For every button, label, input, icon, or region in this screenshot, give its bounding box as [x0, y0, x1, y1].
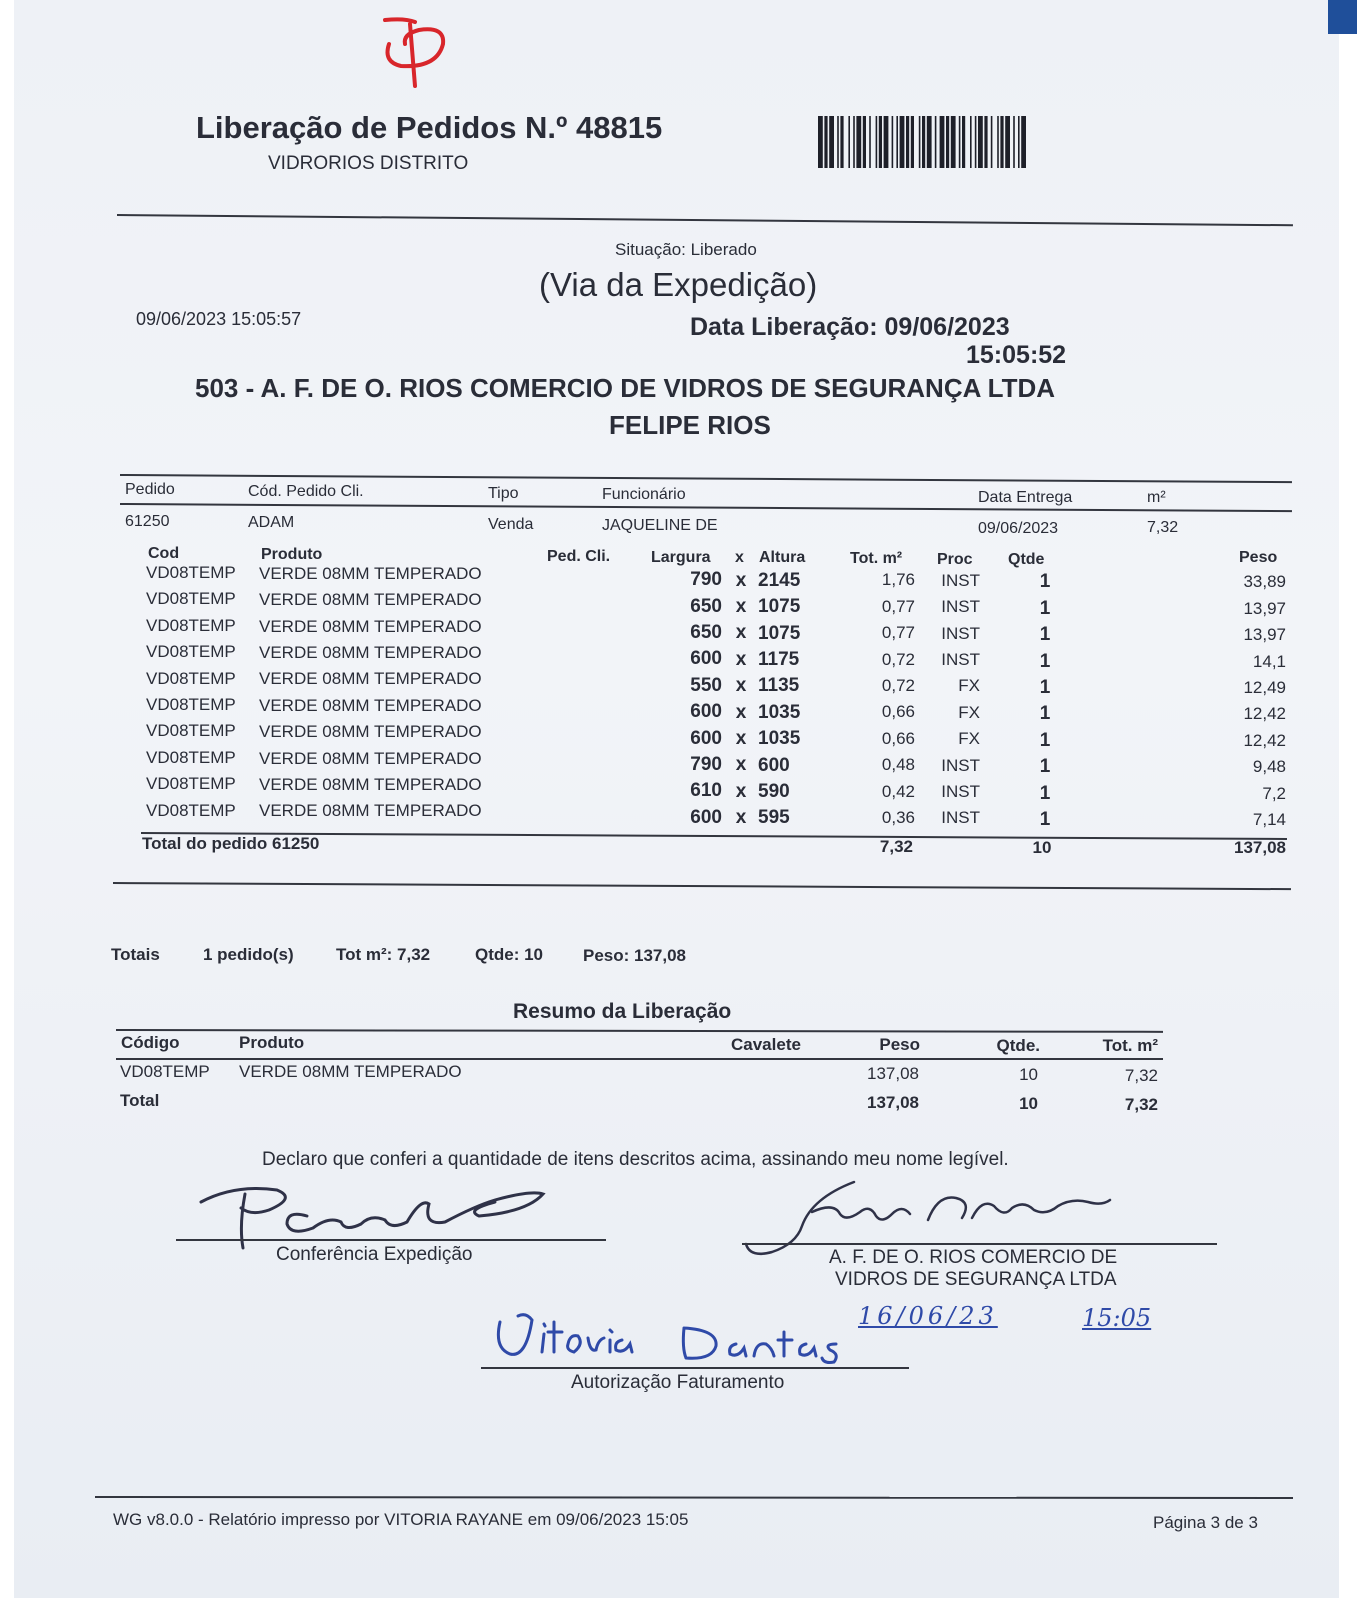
summary-title: Resumo da Liberação	[513, 1000, 732, 1023]
autorizacao-line	[481, 1367, 909, 1369]
item-cod: VD08TEMP	[146, 747, 236, 767]
item-altura: 1135	[758, 675, 800, 697]
item-tot-m2: 0,66	[881, 728, 915, 748]
item-largura: 600	[690, 727, 722, 749]
totals-qtde: Qtde: 10	[475, 945, 544, 964]
items-total-m2: 7,32	[879, 837, 913, 856]
col-tot-m2: Tot. m²	[850, 550, 903, 567]
summary-col-tot-m2: Tot. m²	[1102, 1036, 1158, 1055]
col-peso: Peso	[1239, 549, 1278, 566]
page-title: Liberação de Pedidos N.º 48815	[196, 110, 663, 145]
barcode-bar	[837, 116, 839, 168]
item-x: x	[735, 807, 747, 829]
value-pedido: 61250	[125, 513, 170, 530]
summary-total-peso: 137,08	[867, 1093, 919, 1112]
item-tot-m2: 0,36	[881, 807, 915, 827]
col-x: x	[735, 549, 744, 566]
value-m2: 7,32	[1147, 519, 1179, 536]
item-proc: INST	[941, 623, 980, 643]
item-proc: FX	[958, 729, 980, 749]
barcode-bar	[946, 116, 949, 168]
barcode-bar	[884, 116, 889, 168]
item-tot-m2: 0,77	[881, 596, 915, 616]
customer-contact: FELIPE RIOS	[609, 410, 771, 440]
barcode-bar	[940, 116, 945, 168]
summary-col-cavalete: Cavalete	[731, 1035, 801, 1054]
barcode-bar	[824, 116, 827, 168]
barcode-bar	[900, 116, 905, 168]
barcode-bar	[951, 116, 956, 168]
item-tot-m2: 1,76	[881, 570, 915, 590]
item-cod: VD08TEMP	[146, 615, 236, 635]
item-tot-m2: 0,48	[881, 755, 915, 775]
barcode-bar	[978, 116, 983, 168]
barcode-bar	[962, 116, 965, 168]
item-qtde: 1	[1039, 650, 1051, 672]
col-cod: Cod	[148, 545, 180, 562]
item-largura: 790	[690, 569, 722, 591]
summary-mid-rule	[116, 1058, 1163, 1060]
item-x: x	[735, 595, 747, 617]
item-tot-m2: 0,77	[881, 623, 915, 643]
barcode-bar	[892, 116, 894, 168]
barcode-bar	[984, 116, 987, 168]
summary-row-tot-m2: 7,32	[1124, 1066, 1158, 1085]
items-total-label: Total do pedido 61250	[142, 834, 320, 853]
item-cod: VD08TEMP	[146, 642, 236, 662]
item-x: x	[735, 622, 747, 644]
barcode-bar	[876, 116, 878, 168]
barcode-bar	[853, 116, 855, 168]
value-cod-cli: ADAM	[248, 514, 295, 531]
barcode-bar	[997, 116, 999, 168]
barcode-bar	[959, 116, 961, 168]
col-ped-cli: Ped. Cli.	[547, 548, 611, 565]
customer-name: 503 - A. F. DE O. RIOS COMERCIO DE VIDROS DE SEGURANÇA LTDA	[195, 373, 1056, 403]
item-cod: VD08TEMP	[146, 563, 236, 583]
summary-total-label: Total	[120, 1091, 160, 1110]
item-qtde: 1	[1039, 756, 1051, 778]
item-produto: VERDE 08MM TEMPERADO	[259, 722, 482, 742]
item-produto: VERDE 08MM TEMPERADO	[259, 642, 482, 662]
item-largura: 650	[690, 595, 722, 617]
item-produto: VERDE 08MM TEMPERADO	[259, 801, 482, 821]
barcode-bar	[856, 116, 861, 168]
summary-total-tot-m2: 7,32	[1124, 1095, 1158, 1114]
col-proc: Proc	[937, 551, 973, 568]
label-funcionario: Funcionário	[602, 486, 686, 503]
item-largura: 650	[690, 621, 722, 643]
item-tot-m2: 0,72	[881, 649, 915, 669]
totals-label: Totais	[111, 945, 160, 964]
barcode-bar	[829, 116, 834, 168]
summary-col-codigo: Código	[121, 1033, 180, 1052]
barcode-bar	[922, 116, 925, 168]
label-m2: m²	[1147, 489, 1166, 506]
item-cod: VD08TEMP	[146, 774, 236, 794]
autorizacao-label: Autorização Faturamento	[571, 1372, 785, 1393]
item-produto: VERDE 08MM TEMPERADO	[259, 774, 482, 794]
item-peso: 12,42	[1243, 704, 1286, 724]
item-qtde: 1	[1039, 808, 1051, 830]
barcode-bar	[906, 116, 909, 168]
item-tot-m2: 0,72	[881, 675, 915, 695]
totals-pedidos: 1 pedido(s)	[203, 945, 294, 964]
item-largura: 600	[690, 701, 722, 723]
status-text: Situação: Liberado	[615, 240, 757, 259]
label-cod-cli: Cód. Pedido Cli.	[248, 483, 364, 500]
value-data-entrega: 09/06/2023	[978, 520, 1059, 537]
item-qtde: 1	[1039, 571, 1051, 593]
item-peso: 33,89	[1243, 572, 1286, 592]
summary-total-qtde: 10	[1019, 1094, 1038, 1113]
item-altura: 1075	[758, 596, 801, 618]
item-proc: INST	[941, 755, 980, 775]
item-tot-m2: 0,42	[881, 781, 915, 801]
item-x: x	[735, 727, 747, 749]
barcode-bar	[1013, 116, 1015, 168]
item-x: x	[735, 780, 747, 802]
barcode-bar	[935, 116, 937, 168]
item-largura: 600	[690, 648, 722, 670]
copy-label: (Via da Expedição)	[539, 266, 818, 303]
summary-row-codigo: VD08TEMP	[120, 1062, 210, 1081]
item-produto: VERDE 08MM TEMPERADO	[259, 669, 482, 689]
barcode-bar	[975, 116, 977, 168]
item-peso: 7,14	[1252, 809, 1286, 829]
company-line	[742, 1243, 1217, 1245]
company-sign-line1: A. F. DE O. RIOS COMERCIO DE	[829, 1247, 1118, 1268]
summary-col-peso: Peso	[879, 1035, 920, 1054]
barcode-icon	[818, 116, 1026, 168]
barcode-bar	[1021, 116, 1026, 168]
barcode-bar	[1005, 116, 1010, 168]
conferencia-line	[176, 1239, 606, 1241]
item-largura: 790	[690, 753, 722, 775]
item-qtde: 1	[1039, 676, 1051, 698]
totals-peso: Peso: 137,08	[583, 946, 687, 965]
summary-col-produto: Produto	[239, 1033, 305, 1052]
item-cod: VD08TEMP	[146, 695, 236, 715]
totals-m2: Tot m²: 7,32	[336, 945, 431, 964]
item-qtde: 1	[1039, 703, 1051, 725]
label-pedido: Pedido	[125, 481, 175, 498]
item-peso: 12,49	[1243, 677, 1286, 697]
value-funcionario: JAQUELINE DE	[602, 517, 718, 534]
item-x: x	[735, 648, 747, 670]
item-proc: INST	[941, 649, 980, 669]
item-altura: 590	[758, 780, 790, 802]
item-peso: 13,97	[1243, 598, 1286, 618]
item-largura: 610	[690, 780, 722, 802]
item-x: x	[735, 701, 747, 723]
red-pen-mark	[375, 14, 455, 94]
handwritten-date: 16/06/23	[858, 1302, 998, 1330]
item-produto: VERDE 08MM TEMPERADO	[259, 748, 482, 768]
summary-row-qtde: 10	[1019, 1065, 1038, 1084]
barcode-bar	[927, 116, 932, 168]
item-altura: 1075	[758, 622, 801, 644]
barcode-bar	[919, 116, 921, 168]
item-produto: VERDE 08MM TEMPERADO	[259, 695, 482, 715]
release-date: Data Liberação: 09/06/2023	[690, 313, 1010, 341]
item-cod: VD08TEMP	[146, 668, 236, 688]
item-cod: VD08TEMP	[146, 721, 236, 741]
item-cod: VD08TEMP	[146, 589, 236, 609]
barcode-bar	[840, 116, 843, 168]
col-produto: Produto	[261, 546, 323, 563]
item-cod: VD08TEMP	[146, 800, 236, 820]
item-altura: 2145	[758, 569, 801, 591]
summary-col-qtde: Qtde.	[996, 1036, 1040, 1055]
item-altura: 1035	[758, 701, 801, 723]
blue-tab-mark	[1328, 0, 1357, 34]
col-largura: Largura	[651, 549, 711, 566]
item-peso: 13,97	[1243, 625, 1286, 645]
label-tipo: Tipo	[488, 485, 519, 502]
summary-row-peso: 137,08	[867, 1064, 919, 1083]
item-qtde: 1	[1039, 597, 1051, 619]
barcode-bar	[1000, 116, 1003, 168]
item-altura: 600	[758, 754, 790, 776]
item-x: x	[735, 569, 747, 591]
item-qtde: 1	[1039, 782, 1051, 804]
item-proc: INST	[941, 781, 980, 801]
item-peso: 14,1	[1252, 651, 1286, 671]
item-qtde: 1	[1039, 729, 1051, 751]
col-altura: Altura	[759, 549, 806, 566]
barcode-bar	[911, 116, 914, 168]
barcode-bar	[1018, 116, 1020, 168]
item-peso: 7,2	[1262, 783, 1286, 803]
item-altura: 1035	[758, 728, 801, 750]
company-sign-line2: VIDROS DE SEGURANÇA LTDA	[835, 1269, 1117, 1290]
print-datetime: 09/06/2023 15:05:57	[136, 309, 302, 329]
barcode-bar	[863, 116, 866, 168]
item-proc: INST	[941, 597, 980, 617]
company-name: VIDRORIOS DISTRITO	[268, 153, 469, 174]
barcode-bar	[818, 116, 823, 168]
barcode-bar	[879, 116, 882, 168]
item-proc: INST	[941, 808, 980, 828]
col-qtde: Qtde	[1008, 551, 1045, 568]
item-peso: 9,48	[1252, 757, 1286, 777]
conferencia-label: Conferência Expedição	[276, 1244, 473, 1265]
item-largura: 550	[690, 674, 722, 696]
footer-left: WG v8.0.0 - Relatório impresso por VITORIA RAYANE em 09/06/2023 15:05	[113, 1510, 689, 1529]
handwritten-time: 15:05	[1082, 1304, 1152, 1332]
item-proc: FX	[958, 676, 980, 696]
barcode-bar	[991, 116, 993, 168]
item-produto: VERDE 08MM TEMPERADO	[259, 590, 482, 610]
item-qtde: 1	[1039, 624, 1051, 646]
summary-row-produto: VERDE 08MM TEMPERADO	[239, 1062, 462, 1081]
item-produto: VERDE 08MM TEMPERADO	[259, 616, 482, 636]
item-proc: INST	[941, 570, 980, 590]
item-x: x	[735, 675, 747, 697]
barcode-bar	[970, 116, 972, 168]
barcode-bar	[869, 116, 871, 168]
item-produto: VERDE 08MM TEMPERADO	[259, 563, 482, 583]
item-peso: 12,42	[1243, 730, 1286, 750]
release-time: 15:05:52	[966, 341, 1067, 369]
item-x: x	[735, 754, 747, 776]
items-total-peso: 137,08	[1234, 838, 1286, 857]
item-proc: FX	[958, 702, 980, 722]
label-data-entrega: Data Entrega	[978, 489, 1073, 506]
item-largura: 600	[690, 806, 722, 828]
footer-page: Página 3 de 3	[1153, 1513, 1258, 1532]
item-tot-m2: 0,66	[881, 702, 915, 722]
barcode-bar	[896, 116, 898, 168]
items-total-qtde: 10	[1032, 838, 1052, 857]
autorizacao-signature	[488, 1308, 876, 1370]
item-altura: 1175	[758, 648, 800, 670]
declaration-text: Declaro que conferi a quantidade de itens descritos acima, assinando meu nome legível.	[262, 1149, 1009, 1170]
value-tipo: Venda	[488, 516, 534, 533]
barcode-bar	[848, 116, 850, 168]
item-altura: 595	[758, 807, 790, 829]
